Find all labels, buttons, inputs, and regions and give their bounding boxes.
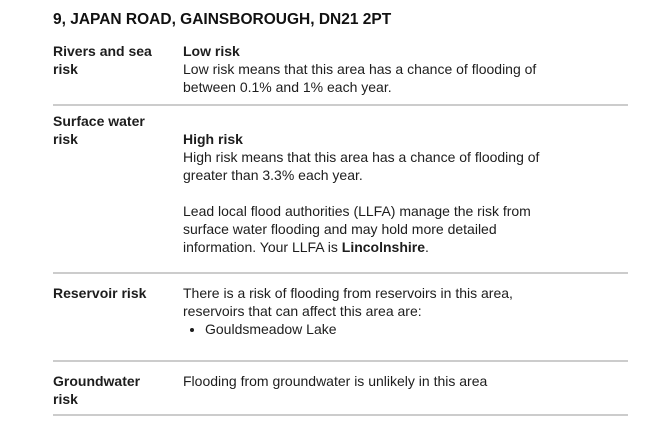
section-rivers-and-sea xyxy=(53,42,628,106)
llfa-text-after: . xyxy=(425,239,429,255)
llfa-name: Lincolnshire xyxy=(341,239,425,255)
rivers-risk-description: Low risk means that this area has a chance of flooding of between 0.1% and 1% each year. xyxy=(183,61,537,95)
groundwater-risk-content xyxy=(183,372,553,390)
rivers-and-sea-risk-label: Rivers and sea risk xyxy=(53,43,152,77)
llfa-paragraph xyxy=(183,202,553,256)
groundwater-risk-description: Flooding from groundwater is unlikely in this area xyxy=(183,373,488,389)
section-groundwater xyxy=(53,362,628,416)
section-reservoir xyxy=(53,274,628,362)
property-address-title: 9, JAPAN ROAD, GAINSBOROUGH, DN21 2PT xyxy=(53,11,392,28)
rivers-risk-level-heading: Low risk xyxy=(183,43,240,59)
groundwater-risk-label: Groundwater risk xyxy=(53,373,141,407)
reservoir-list xyxy=(183,320,553,338)
reservoir-risk-description: There is a risk of flooding from reservoirs in this area, reservoirs that can affect this area are: xyxy=(183,285,513,319)
reservoir-risk-label: Reservoir risk xyxy=(53,285,147,301)
reservoir-item: • Gouldsmeadow Lake xyxy=(205,320,553,338)
reservoir-risk-content xyxy=(183,284,553,338)
rivers-and-sea-risk-content xyxy=(183,42,553,96)
surface-risk-level-heading: High risk xyxy=(183,131,243,147)
surface-water-risk-content xyxy=(183,130,553,256)
section-surface-water xyxy=(53,106,628,274)
surface-risk-description: High risk means that this area has a chance of flooding of greater than 3.3% each year. xyxy=(183,149,540,183)
surface-water-risk-label: Surface water risk xyxy=(53,113,145,147)
llfa-text-before: Lead local flood authorities (LLFA) manage the risk from surface water flooding and may hold more detailed information. Your LLFA is xyxy=(183,203,531,255)
